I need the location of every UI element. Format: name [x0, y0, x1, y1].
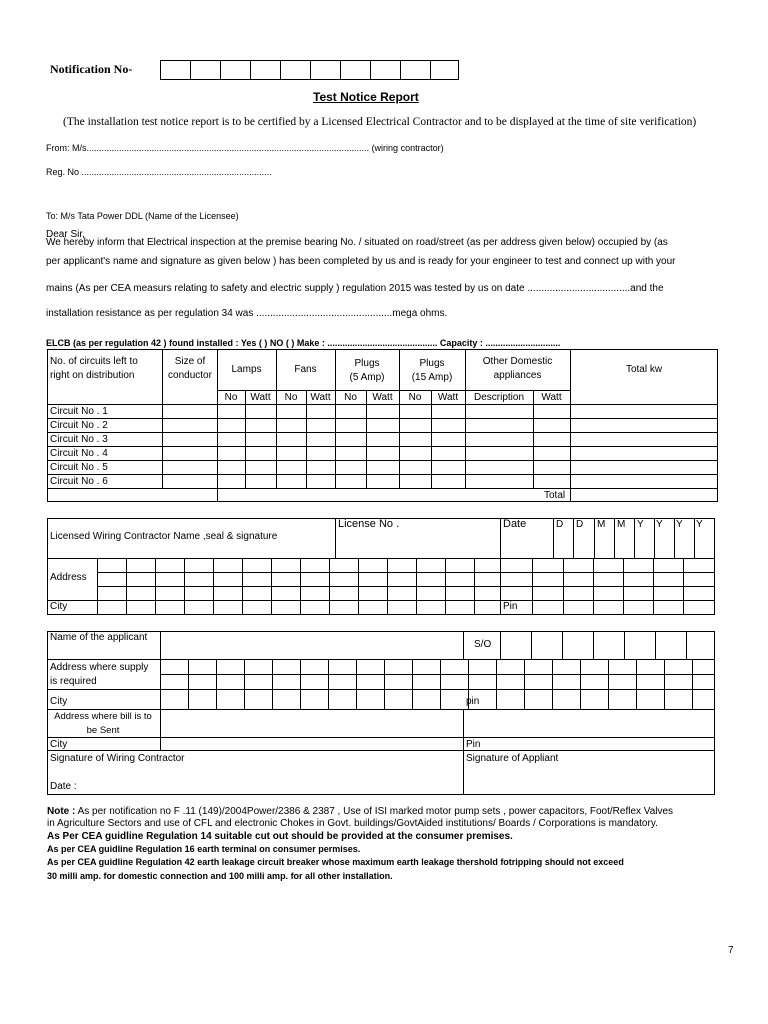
grid-line — [594, 518, 595, 558]
applicant-name-label: Name of the applicant — [50, 632, 148, 643]
grid-line — [552, 659, 553, 709]
col-conductor-header: Size of conductor — [168, 356, 212, 381]
note-line-2: in Agriculture Sectors and use of CFL and electronic Chokes in Govt. buildings/GovtAided institutions/ Boards / Corporations is mandatory. — [47, 818, 658, 829]
grid-line — [500, 558, 501, 615]
circuit-row-5: Circuit No . 5 — [50, 462, 108, 473]
grid-line — [356, 659, 357, 709]
date-label: Date — [503, 518, 527, 530]
col-circuits-header: No. of circuits left to right on distribution — [50, 356, 138, 381]
grid-line — [271, 558, 272, 615]
fans-watt: Watt — [310, 392, 331, 403]
grid-line — [272, 659, 273, 709]
grid-line — [653, 558, 654, 615]
grid-line — [213, 558, 214, 615]
plugs5-watt: Watt — [372, 392, 393, 403]
grid-line — [624, 631, 625, 659]
grid-line — [184, 558, 185, 615]
contractor-signature-label: Signature of Wiring Contractor — [50, 753, 185, 764]
grid-line — [580, 659, 581, 709]
col-fans-header: Fans — [294, 364, 317, 375]
col-total-kw-header: Total kw — [625, 364, 663, 375]
grid-line — [608, 659, 609, 709]
date-letter-3: M — [597, 519, 606, 530]
page-number: 7 — [728, 945, 734, 956]
grid-line — [636, 659, 637, 709]
reg-no-line: Reg. No ............................................................................ — [46, 167, 272, 177]
body-line-3: mains (As per CEA measurs relating to safety and electric supply ) regulation 2015 was tested by us on date .....................................and the — [46, 283, 664, 294]
plugs15-watt: Watt — [437, 392, 459, 403]
plugs15-no: No — [408, 392, 422, 403]
grid-line — [634, 518, 635, 558]
grid-line — [614, 518, 615, 558]
lamps-watt: Watt — [250, 392, 271, 403]
applicant-city-label: City — [50, 696, 68, 707]
contractor-name-label: Licensed Wiring Contractor Name ,seal & signature — [50, 531, 278, 542]
date-letter-4: M — [617, 519, 626, 530]
pin-label: Pin — [503, 601, 518, 612]
col-lamps-header: Lamps — [231, 364, 262, 375]
col-plugs15-header: Plugs (15 Amp) — [411, 358, 453, 383]
grid-line — [692, 659, 693, 709]
note-line-1: Note : As per notification no F .11 (149)/2004Power/2386 & 2387 , Use of ISI marked motor pump sets , power capacitors, Foot/Reflex Valves — [47, 806, 674, 817]
notification-label: Notification No- — [50, 62, 133, 76]
body-line-4: installation resistance as per regulation 34 was .................................................mega ohms. — [46, 308, 448, 319]
signature-date-label: Date : — [50, 781, 77, 792]
notification-number-boxes[interactable] — [160, 60, 459, 80]
plugs5-no: No — [344, 392, 357, 403]
lamps-no: No — [224, 392, 238, 403]
applicant-pin-label: pin — [466, 696, 480, 707]
other-watt: Watt — [541, 392, 562, 403]
grid-line — [573, 518, 574, 558]
address-label: Address — [50, 572, 87, 583]
body-line-2: per applicant's name and signature as given below ) has been completed by us and is ready for your engineer to test and connect up with your — [46, 256, 676, 267]
grid-line — [531, 631, 532, 659]
page-subtitle: (The installation test notice report is to be certified by a Licensed Electrical Contractor and to be displayed at the time of site verification) — [63, 116, 697, 128]
grid-line — [440, 659, 441, 709]
circuit-row-3: Circuit No . 3 — [50, 434, 108, 445]
grid-line — [416, 558, 417, 615]
supply-address-label: Address where supply is required — [50, 662, 149, 687]
regulation-42-note-line-1: As per CEA guidline Regulation 42 earth leakage circuit breaker whose maximum earth leakage thershold fotripping should not exceed — [47, 857, 624, 867]
grid-line — [532, 558, 533, 615]
grid-line — [387, 558, 388, 615]
body-line-1: We hereby inform that Electrical inspection at the premise bearing No. / situated on road/street (as per address given below) occupied by (as — [46, 237, 668, 248]
grid-line — [623, 558, 624, 615]
grid-line — [188, 659, 189, 709]
grid-line — [97, 558, 98, 615]
grid-line — [686, 631, 687, 659]
grid-line — [674, 518, 675, 558]
grid-line — [562, 631, 563, 659]
grid-line — [160, 709, 161, 750]
date-letter-8: Y — [696, 519, 703, 530]
bill-city-label: City — [50, 739, 68, 750]
bill-pin-label: Pin — [466, 739, 481, 750]
grid-line — [474, 558, 475, 615]
city-label: City — [50, 601, 68, 612]
grid-line — [358, 558, 359, 615]
grid-line — [300, 558, 301, 615]
grid-line — [683, 558, 684, 615]
grid-line — [216, 659, 217, 709]
grid-line — [329, 558, 330, 615]
regulation-14-note: As Per CEA guidline Regulation 14 suitable cut out should be provided at the consumer premises. — [47, 831, 513, 842]
col-other-header: Other Domestic appliances — [482, 356, 553, 381]
license-no-label: License No . — [338, 518, 400, 530]
elcb-line: ELCB (as per regulation 42 ) found installed : Yes ( ) NO ( ) Make : ............................................ Capacity : .............................. — [46, 338, 561, 348]
grid-line — [160, 659, 161, 709]
grid-line — [694, 518, 695, 558]
so-label: S/O — [474, 639, 492, 650]
circuit-row-6: Circuit No . 6 — [50, 476, 108, 487]
grid-line — [328, 659, 329, 709]
grid-line — [654, 518, 655, 558]
bill-address-label: Address where bill is to be Sent — [54, 711, 152, 736]
date-letter-5: Y — [637, 519, 644, 530]
grid-line — [242, 558, 243, 615]
grid-line — [126, 558, 127, 615]
fans-no: No — [284, 392, 298, 403]
grid-line — [524, 659, 525, 709]
grid-line — [155, 558, 156, 615]
grid-line — [244, 659, 245, 709]
page-title: Test Notice Report — [313, 90, 419, 104]
grid-line — [445, 558, 446, 615]
date-letter-1: D — [556, 519, 564, 530]
to-line: To: M/s Tata Power DDL (Name of the Licensee) — [46, 211, 239, 221]
grid-line — [655, 631, 656, 659]
grid-line — [463, 709, 464, 750]
from-line: From: M/s................................................................................................................. (wiring contractor) — [46, 143, 444, 153]
grid-line — [496, 659, 497, 709]
total-label: Total — [544, 490, 566, 501]
circuit-row-1: Circuit No . 1 — [50, 406, 108, 417]
regulation-16-note: As per CEA guidline Regulation 16 earth terminal on consumer permises. — [47, 844, 361, 854]
date-letter-2: D — [576, 519, 584, 530]
grid-line — [664, 659, 665, 709]
col-plugs5-header: Plugs (5 Amp) — [349, 358, 385, 383]
grid-line — [412, 659, 413, 709]
circuit-row-4: Circuit No . 4 — [50, 448, 108, 459]
circuit-row-2: Circuit No . 2 — [50, 420, 108, 431]
salutation: Dear Sir, — [46, 229, 85, 240]
other-description: Description — [473, 392, 525, 403]
date-letter-6: Y — [656, 519, 663, 530]
grid-line — [593, 631, 594, 659]
grid-line — [384, 659, 385, 709]
grid-line — [593, 558, 594, 615]
applicant-signature-label: Signature of Appliant — [466, 753, 559, 764]
date-letter-7: Y — [676, 519, 683, 530]
regulation-42-note-line-2: 30 milli amp. for domestic connection and 100 milli amp. for all other installation. — [47, 871, 393, 881]
grid-line — [563, 558, 564, 615]
grid-line — [300, 659, 301, 709]
